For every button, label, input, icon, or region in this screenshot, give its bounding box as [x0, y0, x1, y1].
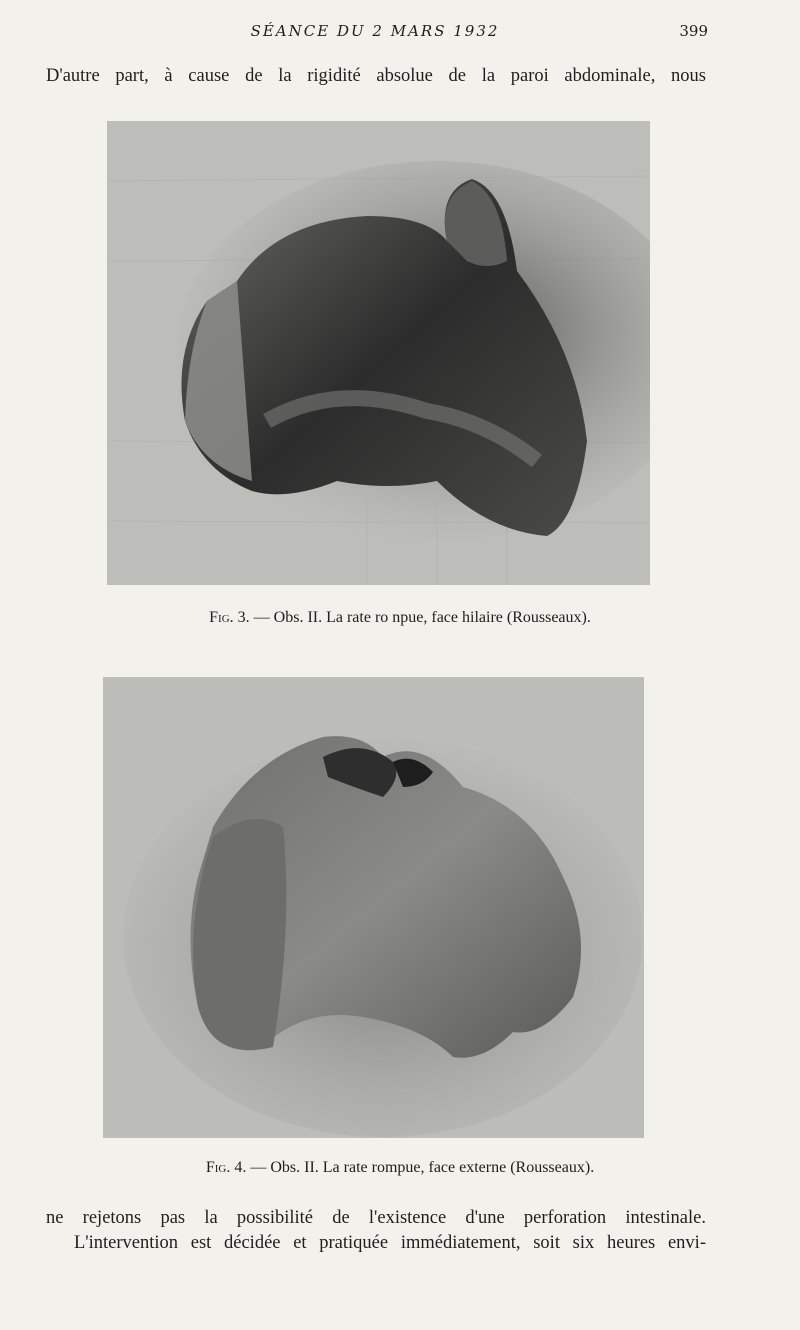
page-header — [0, 22, 800, 44]
body-text-line: L'intervention est décidée et pratiquée immédiatement, soit six heures envi- — [74, 1233, 706, 1253]
figure-4-photo — [103, 677, 644, 1138]
caption-text: — Obs. II. La rate rompue, face externe (Rousseaux). — [250, 1159, 595, 1176]
figure-label: Fig. 4. — [205, 1159, 247, 1176]
page-number: 399 — [679, 22, 708, 40]
caption-text: — Obs. II. La rate ro npue, face hilaire (Rousseaux). — [253, 609, 591, 626]
figure-label: Fig. 3. — [209, 609, 250, 626]
figure-3-caption — [0, 609, 800, 627]
body-text-line: D'autre part, à cause de la rigidité absolue de la paroi abdominale, nous — [46, 66, 706, 86]
spleen-hilar-face-image — [107, 121, 650, 585]
body-text-line: ne rejetons pas la possibilité de l'existence d'une perforation intestinale. — [46, 1208, 706, 1228]
spleen-external-face-image — [103, 677, 644, 1138]
figure-4-caption — [0, 1159, 800, 1177]
figure-3-photo — [107, 121, 650, 585]
running-title: SÉANCE DU 2 MARS 1932 — [250, 22, 500, 40]
